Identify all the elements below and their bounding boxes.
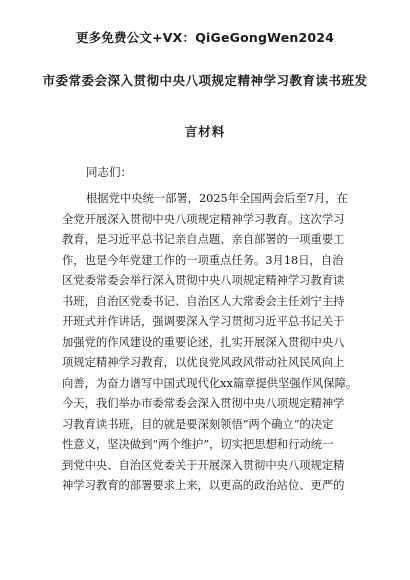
body-line: 教育，是习近平总书记亲自点题、亲自部署的一项重要工 (62, 233, 345, 246)
body-line: 全党开展深入贯彻中央八项规定精神学习教育。这次学习 (62, 212, 345, 226)
body-line: 性意义，坚决做到“两个维护”，切实把思想和行动统一 (62, 438, 334, 451)
body-line: 加强党的作风建设的重要论述，扎实开展深入贯彻中央八 (62, 335, 345, 349)
body-line: 根据党中央统一部署，2025年全国两会后至7月，在 (86, 192, 348, 205)
body-line: 神学习教育的部署要求上来，以更高的政治站位、更严的 (62, 479, 345, 492)
document-title-line-1: 市委常委会深入贯彻中央八项规定精神学习教育读书班发 (42, 73, 368, 88)
body-line: 开班式并作讲话，强调要深入学习贯彻习近平总书记关于 (62, 315, 345, 328)
body-line: 区党委常委会举行深入贯彻中央八项规定精神学习教育读 (62, 274, 345, 287)
body-line: 到党中央、自治区党委关于开展深入贯彻中央八项规定精 (62, 458, 345, 472)
promo-banner: 更多免费公文+VX：QiGeGongWen2024 (75, 30, 335, 45)
body-line: 今天，我们举办市委常委会深入贯彻中央八项规定精神学 (62, 397, 345, 410)
body-line: 项规定精神学习教育，以优良党风政风带动社风民风向上 (62, 356, 345, 369)
body-line: 向善，为奋力谱写中国式现代化xx篇章提供坚强作风保障。 (62, 376, 358, 390)
body-line: 习教育读书班，目的就是要深刻领悟“两个确立”的决定 (62, 417, 334, 431)
body-line: 书班，自治区党委书记、自治区人大常委会主任刘宁主持 (62, 294, 345, 308)
body-line: 作，也是今年党建工作的一项重点任务。3月18日，自治 (62, 253, 344, 267)
document-title-line-2: 言材料 (184, 124, 226, 139)
greeting: 同志们： (86, 165, 132, 179)
body-text (62, 189, 358, 497)
